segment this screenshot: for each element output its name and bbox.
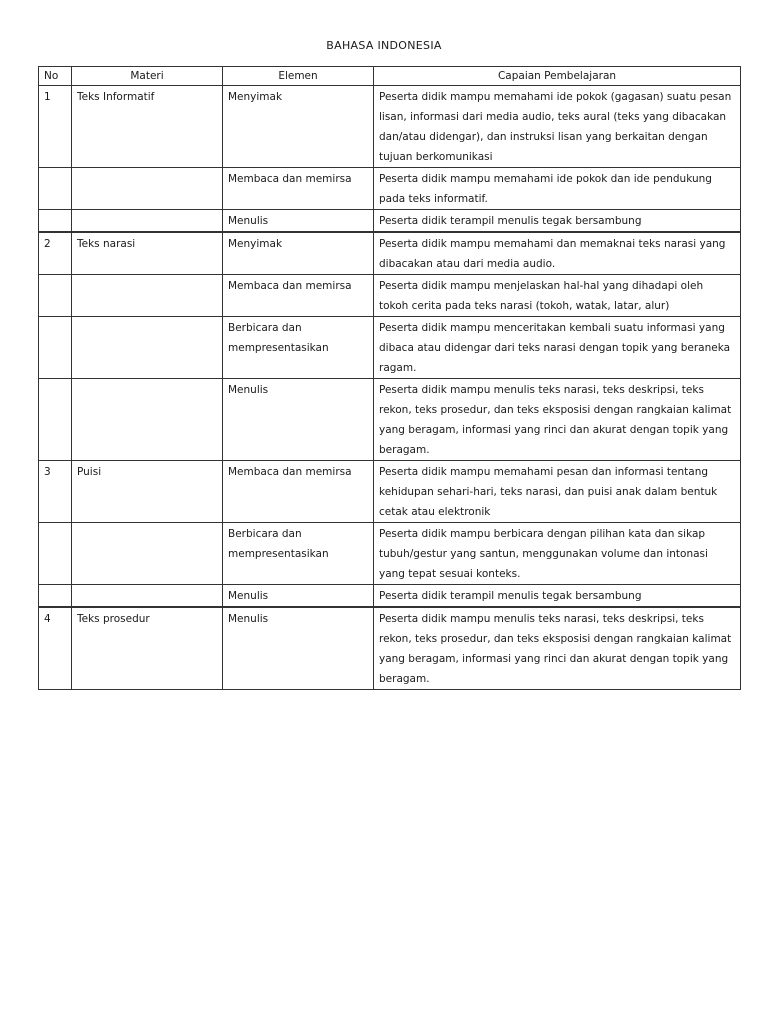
cell-no: 2 — [39, 232, 72, 275]
cell-elemen: Menyimak — [223, 86, 374, 168]
cell-no — [39, 168, 72, 210]
table-row — [39, 379, 741, 461]
header-elemen: Elemen — [223, 67, 374, 86]
cell-elemen: Berbicara dan mempresentasikan — [223, 523, 374, 585]
cell-no — [39, 275, 72, 317]
cell-materi — [72, 210, 223, 233]
cell-elemen: Membaca dan memirsa — [223, 461, 374, 523]
cell-capaian: Peserta didik terampil menulis tegak bersambung — [374, 210, 741, 233]
cell-materi — [72, 523, 223, 585]
cell-no — [39, 210, 72, 233]
cell-no — [39, 585, 72, 608]
cell-materi — [72, 275, 223, 317]
cell-materi: Teks Informatif — [72, 86, 223, 168]
table-row — [39, 585, 741, 608]
cell-materi — [72, 585, 223, 608]
header-materi: Materi — [72, 67, 223, 86]
cell-capaian: Peserta didik terampil menulis tegak bersambung — [374, 585, 741, 608]
cell-elemen: Membaca dan memirsa — [223, 168, 374, 210]
cell-materi: Teks prosedur — [72, 607, 223, 690]
cell-capaian: Peserta didik mampu memahami ide pokok dan ide pendukung pada teks informatif. — [374, 168, 741, 210]
cell-no — [39, 523, 72, 585]
cell-materi: Teks narasi — [72, 232, 223, 275]
cell-materi — [72, 317, 223, 379]
cell-no: 3 — [39, 461, 72, 523]
table-row — [39, 168, 741, 210]
cell-no — [39, 317, 72, 379]
header-no: No — [39, 67, 72, 86]
table-row — [39, 461, 741, 523]
cell-elemen: Membaca dan memirsa — [223, 275, 374, 317]
cell-capaian: Peserta didik mampu menceritakan kembali suatu informasi yang dibaca atau didengar dari teks narasi dengan topik yang beraneka ragam. — [374, 317, 741, 379]
table-row — [39, 607, 741, 690]
cell-materi — [72, 379, 223, 461]
table-row — [39, 86, 741, 168]
cell-elemen: Menulis — [223, 210, 374, 233]
cell-capaian: Peserta didik mampu menulis teks narasi, teks deskripsi, teks rekon, teks prosedur, dan teks eksposisi dengan rangkaian kalimat yang beragam, informasi yang rinci dan akurat dengan topik yang beragam. — [374, 379, 741, 461]
document-title: BAHASA INDONESIA — [326, 39, 442, 52]
cell-capaian: Peserta didik mampu berbicara dengan pilihan kata dan sikap tubuh/gestur yang santun, menggunakan volume dan intonasi yang tepat sesuai konteks. — [374, 523, 741, 585]
cell-elemen: Menyimak — [223, 232, 374, 275]
table-row — [39, 210, 741, 233]
cell-capaian: Peserta didik mampu menjelaskan hal-hal yang dihadapi oleh tokoh cerita pada teks narasi (tokoh, watak, latar, alur) — [374, 275, 741, 317]
table-row — [39, 232, 741, 275]
cell-no — [39, 379, 72, 461]
capaian-pembelajaran-table — [38, 66, 741, 690]
cell-elemen: Menulis — [223, 607, 374, 690]
table-row — [39, 275, 741, 317]
cell-capaian: Peserta didik mampu memahami pesan dan informasi tentang kehidupan sehari-hari, teks narasi, dan puisi anak dalam bentuk cetak atau elektronik — [374, 461, 741, 523]
header-capaian: Capaian Pembelajaran — [374, 67, 741, 86]
cell-elemen: Berbicara dan mempresentasikan — [223, 317, 374, 379]
cell-capaian: Peserta didik mampu memahami ide pokok (gagasan) suatu pesan lisan, informasi dari media audio, teks aural (teks yang dibacakan dan/atau didengar), dan instruksi lisan yang berkaitan dengan tujuan berkomunikasi — [374, 86, 741, 168]
cell-capaian: Peserta didik mampu menulis teks narasi, teks deskripsi, teks rekon, teks prosedur, dan teks eksposisi dengan rangkaian kalimat yang beragam, informasi yang rinci dan akurat dengan topik yang beragam. — [374, 607, 741, 690]
cell-capaian: Peserta didik mampu memahami dan memaknai teks narasi yang dibacakan atau dari media audio. — [374, 232, 741, 275]
cell-no: 4 — [39, 607, 72, 690]
cell-no: 1 — [39, 86, 72, 168]
cell-materi — [72, 168, 223, 210]
cell-elemen: Menulis — [223, 585, 374, 608]
table-row — [39, 317, 741, 379]
cell-elemen: Menulis — [223, 379, 374, 461]
table-row — [39, 523, 741, 585]
cell-materi: Puisi — [72, 461, 223, 523]
table-header-row — [39, 67, 741, 86]
